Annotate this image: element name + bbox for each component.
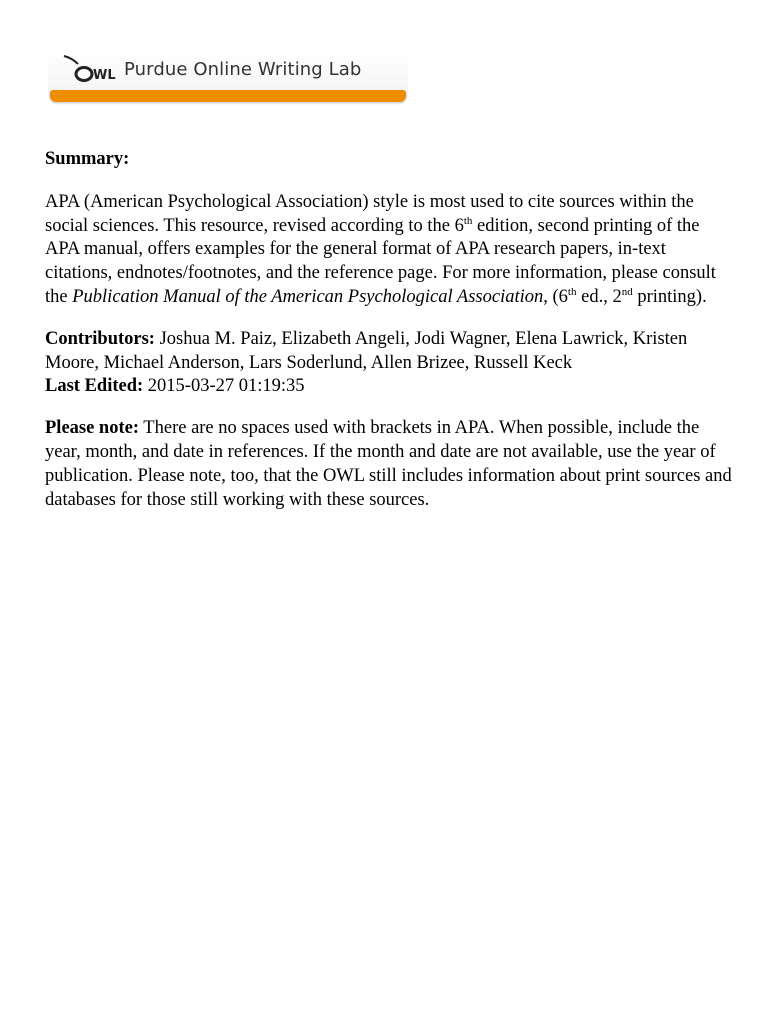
summary-text-3: , (6	[543, 286, 568, 307]
owl-header	[48, 50, 408, 104]
contributors-label: Contributors:	[45, 328, 155, 349]
summary-heading: Summary:	[45, 149, 130, 169]
owl-logo-letters: WL	[93, 68, 116, 83]
contributors-line	[45, 328, 735, 376]
summary-text-5: printing).	[632, 286, 707, 307]
last-edited-label: Last Edited:	[45, 376, 144, 397]
please-note-label: Please note:	[45, 418, 140, 439]
summary-text-4: ed., 2	[576, 286, 622, 307]
please-note-paragraph	[45, 417, 735, 512]
superscript-nd: nd	[621, 285, 633, 298]
manual-title: Publication Manual of the American Psychological Association	[72, 286, 544, 307]
last-edited-value: 2015-03-27 01:19:35	[143, 376, 305, 397]
summary-text-2: edition, second printing of the APA manual, offers examples for the general format of APA research papers, in-text citations, endnotes/footnotes, and the reference page. For more information, please consult the	[45, 215, 716, 307]
summary-paragraph	[45, 191, 735, 310]
please-note-text: There are no spaces used with brackets in APA. When possible, include the year, month, and date in references. If the month and date are not available, use the year of publication. Please note, too, that the OWL still includes information about print sources and databases for those still working with these sources.	[45, 418, 732, 510]
superscript-th-2: th	[567, 285, 577, 298]
site-name: Purdue Online Writing Lab	[124, 59, 362, 80]
header-accent-bar	[50, 90, 406, 102]
superscript-th: th	[463, 214, 473, 227]
document-body	[45, 148, 735, 512]
last-edited-line	[45, 375, 735, 399]
summary-text-1: APA (American Psychological Association) style is most used to cite sources within the social sciences. This resource, revised according to the 6	[45, 191, 694, 236]
contributors-names: Joshua M. Paiz, Elizabeth Angeli, Jodi Wagner, Elena Lawrick, Kristen Moore, Michael Anderson, Lars Soderlund, Allen Brizee, Russell Keck	[45, 328, 688, 373]
owl-logo-icon	[62, 52, 122, 88]
